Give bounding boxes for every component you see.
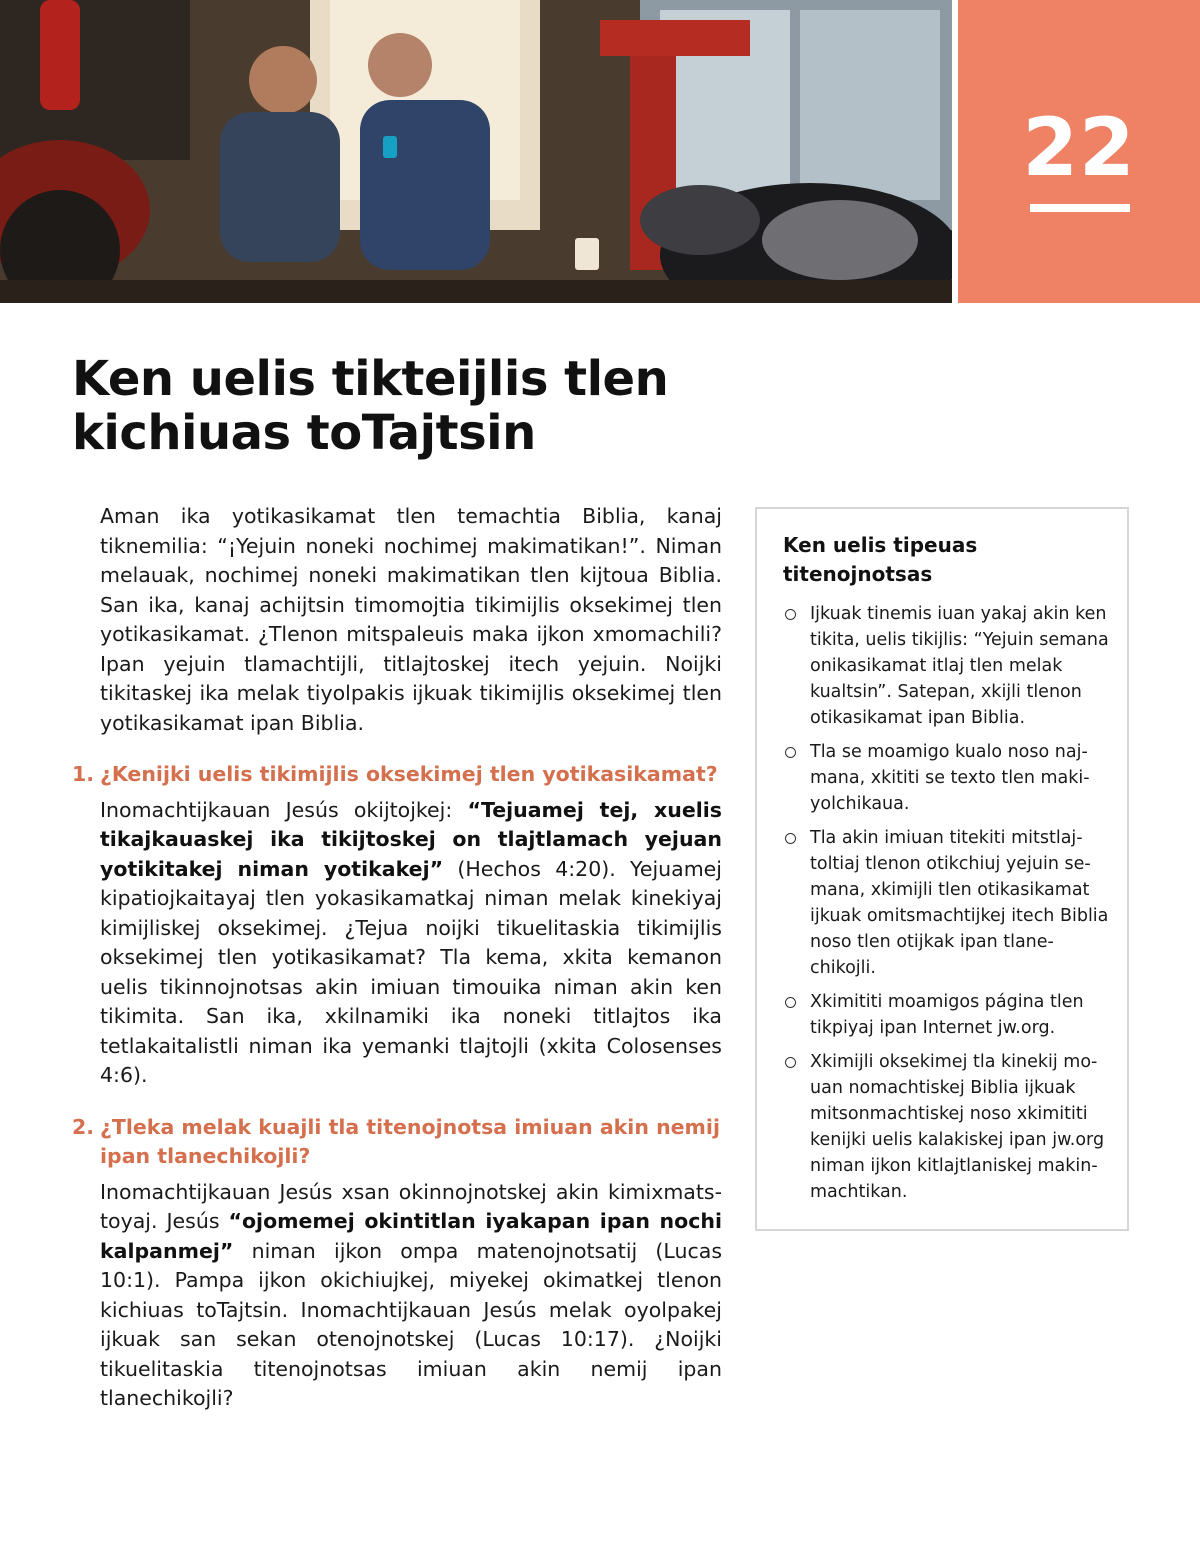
tip-text: Tla se moamigo kualo noso najmana, xkititi se texto tlen makiyolchikaua.	[810, 742, 1090, 814]
section-1-text-post: (Hechos 4:20). Yejuamej kipatiojkaitayaj tlen yokasikamatkaj niman melak kinekiyaj kimijliskej oksekimej. ¿Tejua noijki tikuelitaskia tikimijlis oksekimej tlen yotikasikamat? Tla kema, xkita kemanon uelis tikinnojnotsas akin imiuan timouika niman akin ken tikimita. San ika, xkilnamiki ika noneki titlajtos ika tetlakaitalistli niman ika yemanki tlajtojli (xkita Colosenses 4:6).	[100, 856, 722, 1087]
lesson-number: 22	[1022, 101, 1136, 194]
section-1-paragraph	[100, 796, 722, 1091]
tip-text: Xkimititi moamigos página tlen tikpiyaj ipan Internet jw.org.	[810, 992, 1084, 1038]
page-title	[72, 352, 752, 460]
section-1-question	[72, 760, 722, 790]
section-1-number: 1.	[72, 762, 95, 786]
circle-bullet-icon	[785, 609, 796, 620]
header-photo	[0, 0, 952, 303]
page-title-line-1: Ken uelis tikteijlis tlen	[72, 351, 669, 407]
tips-list	[783, 601, 1109, 1205]
sidebar-title: Ken uelis tipeuas titenojnotsas	[783, 533, 978, 586]
section-2-number: 2.	[72, 1114, 95, 1139]
section-2-paragraph	[100, 1178, 722, 1414]
tip-text: Ijkuak tinemis iuan yakaj akin ken tikita, uelis tikijlis: “Yejuin semana onikasikamat itlaj tlen melak kualtsin”. Satepan, xkijli tlenon otikasikamat ipan Biblia.	[810, 604, 1109, 728]
intro-paragraph: Aman ika yotikasikamat tlen temachtia Biblia, kanaj tiknemilia: “¡Yejuin noneki nochimej makimatikan!”. Niman melauak, nochimej noneki makimatikan tlen kijtoua Biblia. San ika, kanaj achijtsin timomojtia tikimijlis oksekimej tlen yotikasikamat. ¿Tlenon mitspaleuis maka ijkon xmomachili? Ipan yejuin tlamachtijli, titlajtoskej itech yejuin. Noijki tikitaskej ika melak tiyolpakis ijkuak tikimijlis oksekimej tlen yotikasikamat ipan Biblia.	[100, 504, 722, 735]
tip-text: Tla akin imiuan titekiti mitstlajtoltiaj tlenon otikchiuj yejuin semana, xkimijli tlen otikasikamat ijkuak omitsmachtijkej itech Biblia noso tlen otijkak ipan tlanechikojli.	[810, 828, 1109, 978]
circle-bullet-icon	[785, 997, 796, 1008]
tips-sidebar	[755, 507, 1129, 1231]
garage-photo-illustration	[0, 0, 952, 303]
section-2-text-pre: Inomachtijkauan Jesús xsan okinnojnotskej akin kimixmatstoyaj. Jesús	[100, 1179, 722, 1233]
section-1-text-pre: Inomachtijkauan Jesús okijtojkej:	[100, 797, 468, 822]
tip-text: Xkimijli oksekimej tla kinekij mouan nomachtiskej Biblia ijkuak mitsonmachtiskej noso xkimititi kenijki uelis kalakiskej ipan jw.org niman ijkon kitlajtlaniskej makinmachtikan.	[810, 1052, 1105, 1202]
circle-bullet-icon	[785, 1057, 796, 1068]
list-item	[783, 739, 1109, 817]
list-item	[783, 825, 1109, 981]
section-2-quote: “ojomemej okintitlan iyakapan ipan nochi kalpanmej”	[100, 1209, 722, 1263]
circle-bullet-icon	[785, 833, 796, 844]
section-1-question-text: ¿Kenijki uelis tikimijlis oksekimej tlen yotikasikamat?	[100, 762, 718, 786]
lesson-number-block	[958, 0, 1200, 303]
list-item	[783, 601, 1109, 731]
list-item	[783, 1049, 1109, 1205]
page-title-line-2: kichiuas toTajtsin	[72, 405, 536, 461]
circle-bullet-icon	[785, 747, 796, 758]
section-1-quote: “Tejuamej tej, xuelis tikajkauaskej ika tikijtoskej on tlajtlamach yejuan yotikitakej niman yotikakej”	[100, 797, 722, 881]
lesson-number-underline	[1030, 204, 1130, 212]
list-item	[783, 989, 1109, 1041]
main-content	[72, 502, 722, 1414]
section-2-text-post: niman ijkon ompa matenojnotsatij (Lucas 10:1). Pampa ijkon okichiujkej, miyekej okimatkej tlenon kichiuas toTajtsin. Inomachtijkauan Jesús melak oyolpakej ijkuak san sekan otenojnotskej (Lucas 10:17). ¿Noijki tikuelitaskia titenojnotsas imiuan akin nemij ipan tlanechikojli?	[100, 1238, 722, 1410]
section-2-question	[72, 1113, 722, 1172]
section-2-question-text: ¿Tleka melak kuajli tla titenojnotsa imiuan akin nemij ipan tlanechikojli?	[100, 1114, 720, 1168]
